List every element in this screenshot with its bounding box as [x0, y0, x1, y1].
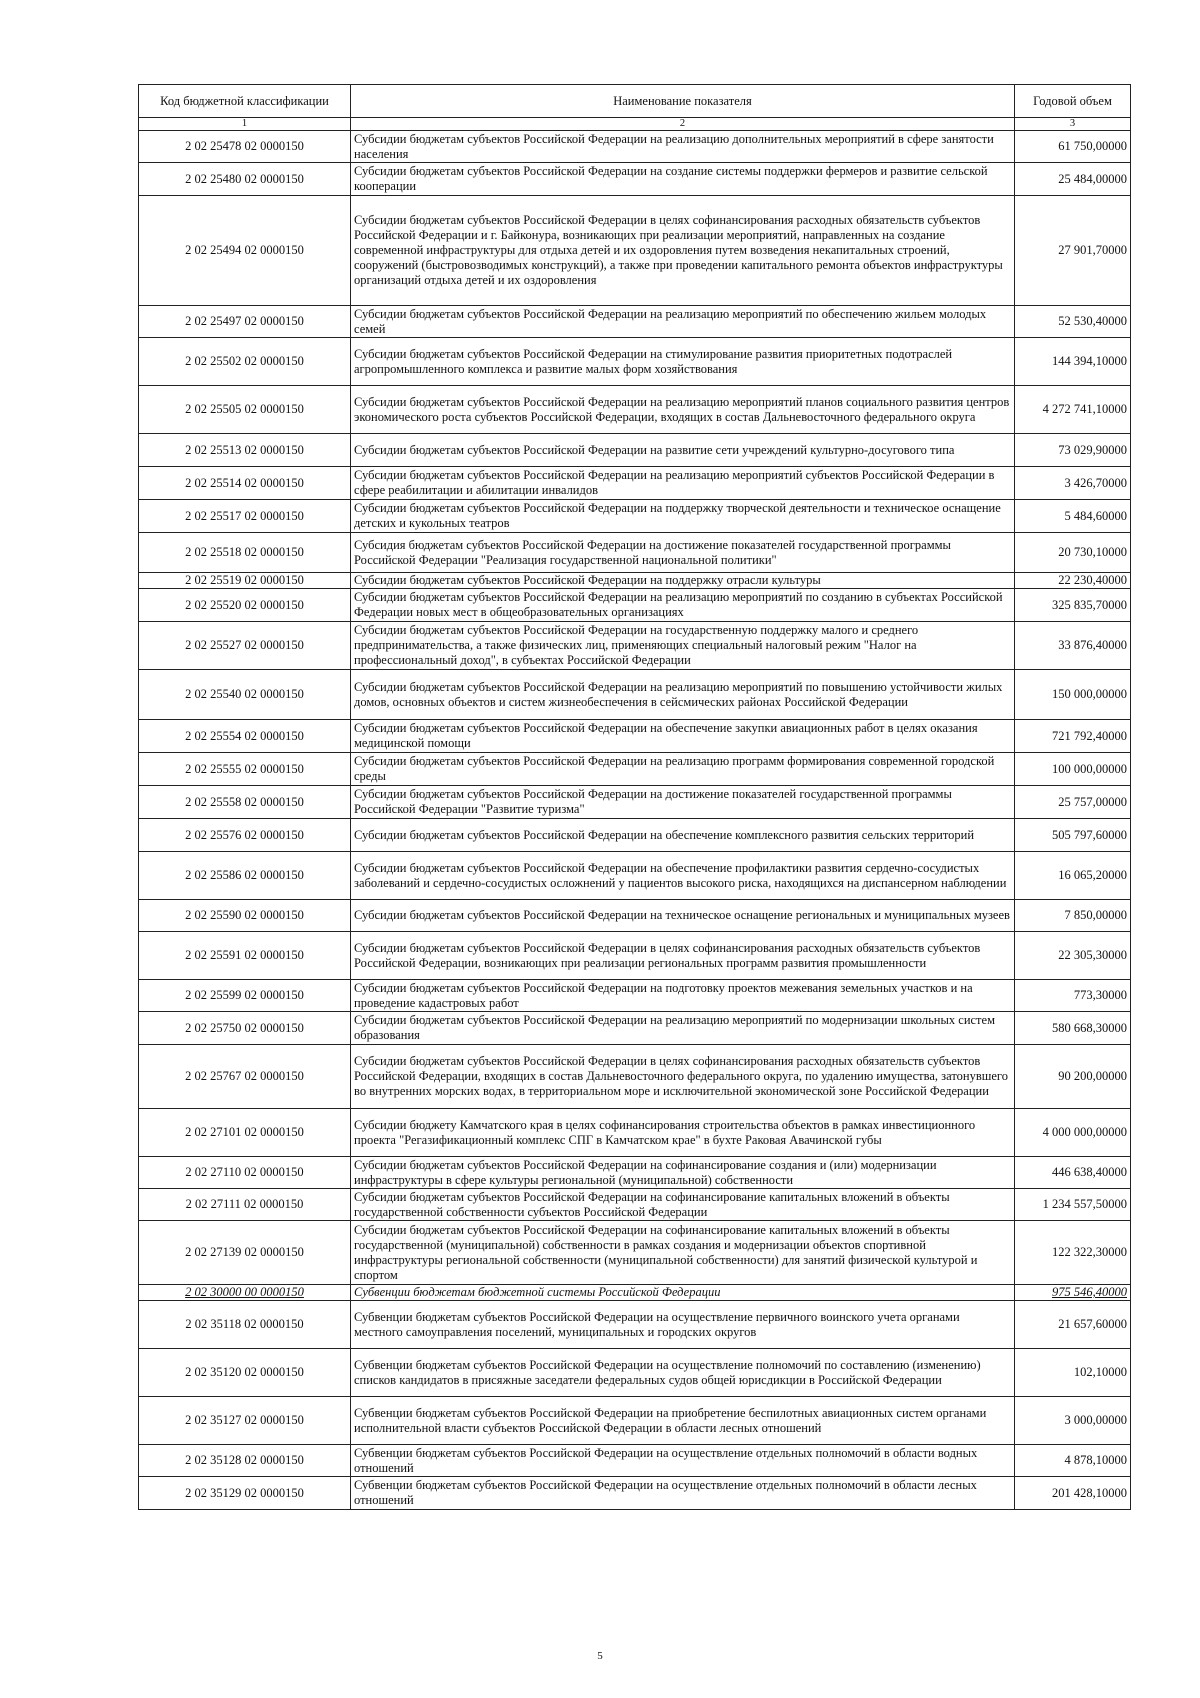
header-code: Код бюджетной классификации	[139, 85, 351, 118]
row-code: 2 02 25519 02 0000150	[139, 573, 351, 589]
row-volume: 580 668,30000	[1015, 1012, 1131, 1045]
page-number: 5	[597, 1650, 603, 1662]
table-row	[139, 980, 1131, 1012]
table-row	[139, 622, 1131, 670]
table-row	[139, 720, 1131, 753]
row-code: 2 02 25520 02 0000150	[139, 589, 351, 622]
row-name: Субсидии бюджетам субъектов Российской Федерации на подготовку проектов межевания земельных участков и на проведение кадастровых работ	[351, 980, 1015, 1012]
table-body	[139, 131, 1131, 1510]
table-row	[139, 1045, 1131, 1109]
row-volume: 3 000,00000	[1015, 1397, 1131, 1445]
row-code: 2 02 35120 02 0000150	[139, 1349, 351, 1397]
table-row	[139, 819, 1131, 852]
table-row	[139, 467, 1131, 500]
table-row	[139, 1109, 1131, 1157]
table-row	[139, 1445, 1131, 1477]
row-volume: 122 322,30000	[1015, 1221, 1131, 1285]
row-code: 2 02 25514 02 0000150	[139, 467, 351, 500]
table-row	[139, 386, 1131, 434]
row-name: Субсидии бюджетам субъектов Российской Федерации на государственную поддержку малого и среднего предпринимательства, а также физических лиц, применяющих специальный налоговый режим "Налог на профессиональный доход", в субъектах Российской Федерации	[351, 622, 1015, 670]
row-code: 2 02 25480 02 0000150	[139, 163, 351, 196]
row-volume: 7 850,00000	[1015, 900, 1131, 932]
row-name: Субсидии бюджетам субъектов Российской Федерации на создание системы поддержки фермеров и развитие сельской кооперации	[351, 163, 1015, 196]
table-row	[139, 338, 1131, 386]
row-name: Субсидии бюджетам субъектов Российской Федерации на реализацию мероприятий по модернизации школьных систем образования	[351, 1012, 1015, 1045]
row-volume: 773,30000	[1015, 980, 1131, 1012]
column-number-code: 1	[139, 118, 351, 131]
row-name: Субсидии бюджетам субъектов Российской Федерации на развитие сети учреждений культурно-досугового типа	[351, 434, 1015, 467]
row-code: 2 02 35118 02 0000150	[139, 1301, 351, 1349]
row-code: 2 02 27111 02 0000150	[139, 1189, 351, 1221]
table-row	[139, 500, 1131, 533]
header-name: Наименование показателя	[351, 85, 1015, 118]
row-name: Субсидии бюджетам субъектов Российской Федерации на софинансирование капитальных вложений в объекты государственной (муниципальной) собственности в рамках создания и модернизации объектов спортивной инфраструктуры региональной собственности (муниципальной собственности) для занятий физической культурой и спортом	[351, 1221, 1015, 1285]
row-name: Субсидии бюджетам субъектов Российской Федерации на софинансирование капитальных вложений в объекты государственной собственности субъектов Российской Федерации	[351, 1189, 1015, 1221]
row-volume: 52 530,40000	[1015, 306, 1131, 338]
row-code: 2 02 25555 02 0000150	[139, 753, 351, 786]
row-code: 2 02 27139 02 0000150	[139, 1221, 351, 1285]
row-volume: 25 484,00000	[1015, 163, 1131, 196]
row-name: Субсидии бюджетам субъектов Российской Федерации на стимулирование развития приоритетных подотраслей агропромышленного комплекса и развитие малых форм хозяйствования	[351, 338, 1015, 386]
row-name: Субсидии бюджетам субъектов Российской Федерации на поддержку отрасли культуры	[351, 573, 1015, 589]
row-volume: 100 000,00000	[1015, 753, 1131, 786]
row-name: Субсидии бюджетам субъектов Российской Федерации на обеспечение комплексного развития сельских территорий	[351, 819, 1015, 852]
row-name: Субсидии бюджету Камчатского края в целях софинансирования строительства объектов в рамках инвестиционного проекта "Регазификационный комплекс СПГ в Камчатском крае" в бухте Раковая Авачинской губы	[351, 1109, 1015, 1157]
row-name: Субвенции бюджетам субъектов Российской Федерации на приобретение беспилотных авиационных систем органами исполнительной власти субъектов Российской Федерации в области лесных отношений	[351, 1397, 1015, 1445]
table-row	[139, 533, 1131, 573]
row-name: Субсидии бюджетам субъектов Российской Федерации на обеспечение профилактики развития сердечно-сосудистых заболеваний и сердечно-сосудистых осложнений у пациентов высокого риска, находящихся на диспансерном наблюдении	[351, 852, 1015, 900]
row-volume: 90 200,00000	[1015, 1045, 1131, 1109]
row-code: 2 02 25478 02 0000150	[139, 131, 351, 163]
table-row	[139, 1012, 1131, 1045]
column-number-name: 2	[351, 118, 1015, 131]
row-name: Субвенции бюджетам субъектов Российской Федерации на осуществление отдельных полномочий в области водных отношений	[351, 1445, 1015, 1477]
row-volume: 16 065,20000	[1015, 852, 1131, 900]
row-name: Субвенции бюджетам субъектов Российской Федерации на осуществление полномочий по составлению (изменению) списков кандидатов в присяжные заседатели федеральных судов общей юрисдикции в Российской Федерации	[351, 1349, 1015, 1397]
row-name: Субсидии бюджетам субъектов Российской Федерации на обеспечение закупки авиационных работ в целях оказания медицинской помощи	[351, 720, 1015, 753]
row-code: 2 02 35127 02 0000150	[139, 1397, 351, 1445]
row-code: 2 02 25497 02 0000150	[139, 306, 351, 338]
table-row	[139, 900, 1131, 932]
row-code: 2 02 27101 02 0000150	[139, 1109, 351, 1157]
row-volume: 4 272 741,10000	[1015, 386, 1131, 434]
row-code: 2 02 25750 02 0000150	[139, 1012, 351, 1045]
header-row	[139, 85, 1131, 118]
row-volume: 150 000,00000	[1015, 670, 1131, 720]
row-volume: 21 657,60000	[1015, 1301, 1131, 1349]
row-name: Субсидии бюджетам субъектов Российской Федерации в целях софинансирования расходных обязательств субъектов Российской Федерации, возникающих при реализации региональных программ развития промышленности	[351, 932, 1015, 980]
row-name: Субсидии бюджетам субъектов Российской Федерации на реализацию мероприятий по обеспечению жильем молодых семей	[351, 306, 1015, 338]
row-name: Субсидии бюджетам субъектов Российской Федерации на реализацию дополнительных мероприятий в сфере занятости населения	[351, 131, 1015, 163]
row-volume: 33 876,40000	[1015, 622, 1131, 670]
row-code: 2 02 25576 02 0000150	[139, 819, 351, 852]
row-code: 2 02 25527 02 0000150	[139, 622, 351, 670]
row-code: 2 02 25554 02 0000150	[139, 720, 351, 753]
row-volume: 102,10000	[1015, 1349, 1131, 1397]
row-code: 2 02 30000 00 0000150	[139, 1285, 351, 1301]
table-row	[139, 434, 1131, 467]
row-volume: 4 000 000,00000	[1015, 1109, 1131, 1157]
row-name: Субсидия бюджетам субъектов Российской Федерации на достижение показателей государственной программы Российской Федерации "Реализация государственной национальной политики"	[351, 533, 1015, 573]
row-name: Субсидии бюджетам субъектов Российской Федерации в целях софинансирования расходных обязательств субъектов Российской Федерации, входящих в состав Дальневосточного федерального округа, по удалению имущества, затонувшего во внутренних морских водах, в территориальном море и исключительной экономической зоне Российской Федерации	[351, 1045, 1015, 1109]
row-name: Субсидии бюджетам субъектов Российской Федерации на реализацию программ формирования современной городской среды	[351, 753, 1015, 786]
table-row	[139, 196, 1131, 306]
table-row	[139, 1157, 1131, 1189]
row-volume: 4 878,10000	[1015, 1445, 1131, 1477]
table-row	[139, 1285, 1131, 1301]
row-code: 2 02 27110 02 0000150	[139, 1157, 351, 1189]
row-code: 2 02 25494 02 0000150	[139, 196, 351, 306]
row-volume: 144 394,10000	[1015, 338, 1131, 386]
row-name: Субсидии бюджетам субъектов Российской Федерации на реализацию мероприятий планов социального развития центров экономического роста субъектов Российской Федерации, входящих в состав Дальневосточного федерального округа	[351, 386, 1015, 434]
row-code: 2 02 25518 02 0000150	[139, 533, 351, 573]
row-code: 2 02 25513 02 0000150	[139, 434, 351, 467]
row-name: Субвенции бюджетам субъектов Российской Федерации на осуществление отдельных полномочий в области лесных отношений	[351, 1477, 1015, 1510]
table-row	[139, 131, 1131, 163]
row-volume: 20 730,10000	[1015, 533, 1131, 573]
column-number-volume: 3	[1015, 118, 1131, 131]
row-name: Субвенции бюджетам бюджетной системы Российской Федерации	[351, 1285, 1015, 1301]
row-volume: 22 305,30000	[1015, 932, 1131, 980]
budget-table	[138, 84, 1131, 1510]
row-code: 2 02 25517 02 0000150	[139, 500, 351, 533]
table-row	[139, 306, 1131, 338]
row-code: 2 02 25590 02 0000150	[139, 900, 351, 932]
row-volume: 201 428,10000	[1015, 1477, 1131, 1510]
row-volume: 25 757,00000	[1015, 786, 1131, 819]
table-row	[139, 670, 1131, 720]
row-volume: 61 750,00000	[1015, 131, 1131, 163]
row-volume: 27 901,70000	[1015, 196, 1131, 306]
row-code: 2 02 35128 02 0000150	[139, 1445, 351, 1477]
table-row	[139, 753, 1131, 786]
row-volume: 721 792,40000	[1015, 720, 1131, 753]
row-volume: 505 797,60000	[1015, 819, 1131, 852]
row-volume: 975 546,40000	[1015, 1285, 1131, 1301]
table-row	[139, 1349, 1131, 1397]
row-code: 2 02 25767 02 0000150	[139, 1045, 351, 1109]
row-volume: 22 230,40000	[1015, 573, 1131, 589]
table-row	[139, 852, 1131, 900]
row-volume: 5 484,60000	[1015, 500, 1131, 533]
row-name: Субсидии бюджетам субъектов Российской Федерации в целях софинансирования расходных обязательств субъектов Российской Федерации и г. Байконура, возникающих при реализации мероприятий, направленных на создание современной инфраструктуры для отдыха детей и их оздоровления путем возведения некапитальных строений, сооружений (быстровозводимых конструкций), а также при проведении капитального ремонта объектов инфраструктуры организаций отдыха детей и их оздоровления	[351, 196, 1015, 306]
row-name: Субсидии бюджетам субъектов Российской Федерации на реализацию мероприятий по повышению устойчивости жилых домов, основных объектов и систем жизнеобеспечения в сейсмических районах Российской Федерации	[351, 670, 1015, 720]
header-volume: Годовой объем	[1015, 85, 1131, 118]
row-code: 2 02 25502 02 0000150	[139, 338, 351, 386]
column-number-row	[139, 118, 1131, 131]
row-volume: 325 835,70000	[1015, 589, 1131, 622]
table-row	[139, 1221, 1131, 1285]
row-name: Субсидии бюджетам субъектов Российской Федерации на техническое оснащение региональных и муниципальных музеев	[351, 900, 1015, 932]
row-volume: 1 234 557,50000	[1015, 1189, 1131, 1221]
row-volume: 446 638,40000	[1015, 1157, 1131, 1189]
row-code: 2 02 25540 02 0000150	[139, 670, 351, 720]
table-row	[139, 786, 1131, 819]
row-code: 2 02 35129 02 0000150	[139, 1477, 351, 1510]
row-name: Субсидии бюджетам субъектов Российской Федерации на реализацию мероприятий субъектов Российской Федерации в сфере реабилитации и абилитации инвалидов	[351, 467, 1015, 500]
table-row	[139, 1301, 1131, 1349]
row-code: 2 02 25599 02 0000150	[139, 980, 351, 1012]
row-volume: 3 426,70000	[1015, 467, 1131, 500]
table-row	[139, 932, 1131, 980]
row-name: Субсидии бюджетам субъектов Российской Федерации на реализацию мероприятий по созданию в субъектах Российской Федерации новых мест в общеобразовательных организациях	[351, 589, 1015, 622]
table-row	[139, 589, 1131, 622]
table-row	[139, 1477, 1131, 1510]
row-name: Субсидии бюджетам субъектов Российской Федерации на достижение показателей государственной программы Российской Федерации "Развитие туризма"	[351, 786, 1015, 819]
row-code: 2 02 25591 02 0000150	[139, 932, 351, 980]
row-code: 2 02 25558 02 0000150	[139, 786, 351, 819]
table-row	[139, 1189, 1131, 1221]
row-name: Субсидии бюджетам субъектов Российской Федерации на поддержку творческой деятельности и техническое оснащение детских и кукольных театров	[351, 500, 1015, 533]
table-row	[139, 163, 1131, 196]
row-name: Субвенции бюджетам субъектов Российской Федерации на осуществление первичного воинского учета органами местного самоуправления поселений, муниципальных и городских округов	[351, 1301, 1015, 1349]
row-code: 2 02 25586 02 0000150	[139, 852, 351, 900]
row-volume: 73 029,90000	[1015, 434, 1131, 467]
table-row	[139, 1397, 1131, 1445]
table-row	[139, 573, 1131, 589]
row-name: Субсидии бюджетам субъектов Российской Федерации на софинансирование создания и (или) модернизации инфраструктуры в сфере культуры региональной (муниципальной) собственности	[351, 1157, 1015, 1189]
row-code: 2 02 25505 02 0000150	[139, 386, 351, 434]
